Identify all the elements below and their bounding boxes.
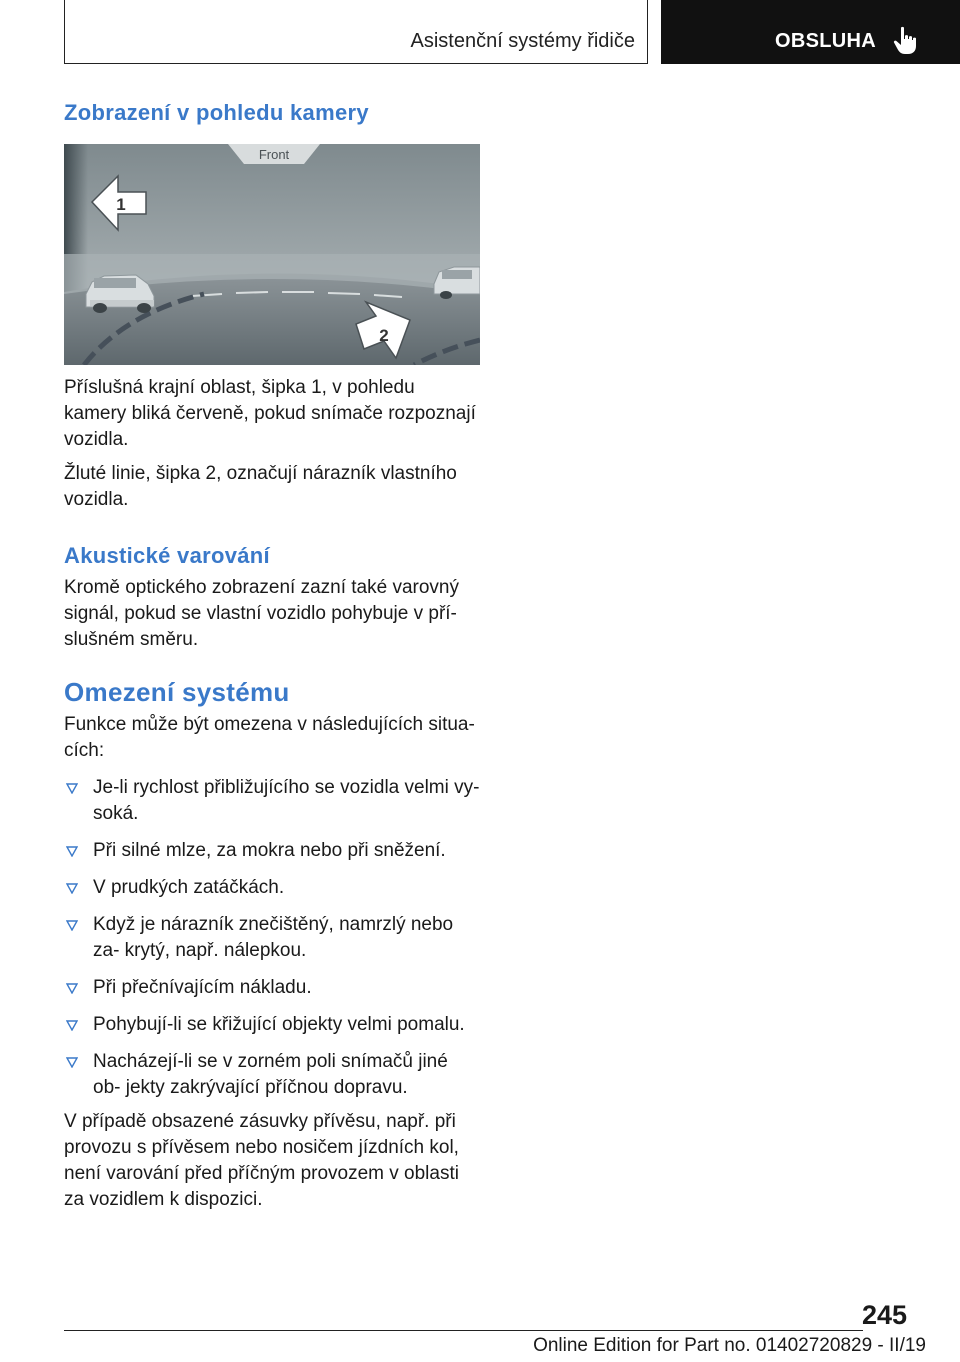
system-limits-intro: Funkce může být omezena v následujících situa‐ cích:: [64, 714, 475, 761]
triangle-bullet-icon: [66, 882, 78, 894]
list-item: Je-li rychlost přibližujícího se vozidla velmi vy‐ soká.: [64, 775, 480, 827]
header-chapter-title: OBSLUHA: [775, 30, 876, 52]
heading-system-limits: Omezení systému: [64, 677, 290, 707]
system-limits-closing: V případě obsazené zásuvky přívěsu, např. při provozu s přívěsem nebo nosičem jízdních kol, není varování před příčným provozem v oblasti za vozidlem k dispozici.: [64, 1111, 459, 1210]
car-right: [434, 267, 480, 299]
list-item: Při silné mlze, za mokra nebo při sněžení.: [64, 838, 480, 864]
triangle-bullet-icon: [66, 919, 78, 931]
list-item: Při přečnívajícím nákladu.: [64, 975, 480, 1001]
page-number: 245: [862, 1300, 908, 1330]
list-item: Nacházejí-li se v zorném poli snímačů jiné ob‐ jekty zakrývající příčnou dopravu.: [64, 1049, 480, 1101]
list-item: Když je nárazník znečištěný, namrzlý nebo za‐ krytý, např. nálepkou.: [64, 912, 480, 964]
header-chapter-tab[interactable]: [661, 0, 960, 64]
heading-acoustic-warning: Akustické varování: [64, 543, 270, 568]
camera-view-paragraph-2: Žluté linie, šipka 2, označují nárazník vlastního vozidla.: [64, 463, 457, 510]
heading-camera-view: Zobrazení v pohledu kamery: [64, 100, 369, 125]
arrow-2-label: 2: [379, 326, 389, 345]
triangle-bullet-icon: [66, 1019, 78, 1031]
arrow-1-label: 1: [116, 195, 126, 214]
acoustic-warning-paragraph: Kromě optického zobrazení zazní také varovný signál, pokud se vlastní vozidlo pohybuje v pří‐ slušném směru.: [64, 577, 459, 650]
header-section-title: Asistenční systémy řidiče: [410, 30, 635, 52]
footer-edition: Online Edition for Part no. 01402720829 - II/19: [533, 1335, 926, 1356]
system-limits-list: [64, 775, 480, 1101]
list-item: Pohybují-li se křižující objekty velmi pomalu.: [64, 1012, 480, 1038]
camera-view-paragraph-1: Příslušná krajní oblast, šipka 1, v pohledu kamery bliká červeně, pokud snímače rozpoznají vozidla.: [64, 377, 476, 450]
triangle-bullet-icon: [66, 782, 78, 794]
camera-view-figure: [64, 144, 480, 365]
pointing-hand-icon: [893, 26, 919, 56]
front-label: Front: [258, 147, 290, 162]
footer-divider: [64, 1330, 863, 1331]
camera-view-image: [64, 144, 480, 365]
header-section-box: [64, 0, 648, 64]
triangle-bullet-icon: [66, 982, 78, 994]
car-left: [86, 275, 154, 313]
triangle-bullet-icon: [66, 1056, 78, 1068]
list-item: V prudkých zatáčkách.: [64, 875, 480, 901]
triangle-bullet-icon: [66, 845, 78, 857]
content-column: [64, 100, 480, 1213]
